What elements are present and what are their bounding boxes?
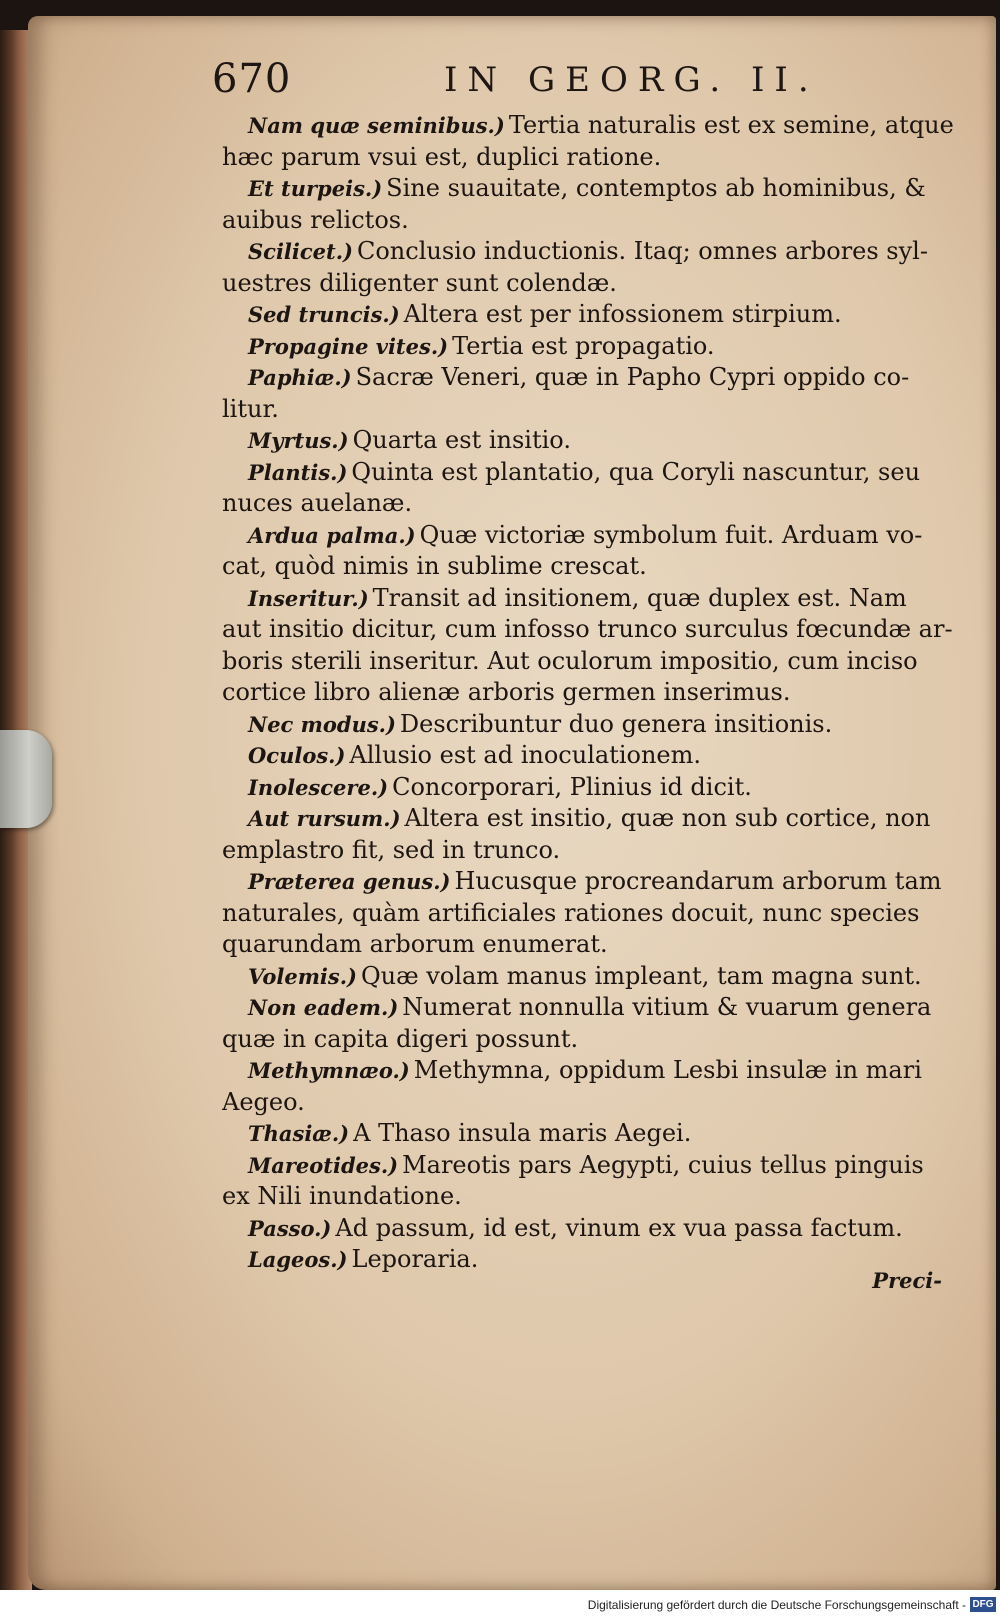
entry-line-first — [222, 866, 962, 898]
lemma: Inseritur.) — [248, 585, 369, 611]
entry-line-first — [222, 425, 962, 457]
entry-line-first — [222, 1118, 962, 1150]
entry-line-continuation — [222, 268, 962, 300]
entry-line-first — [222, 992, 962, 1024]
lemma: Mareotides.) — [248, 1152, 399, 1178]
entry-line-continuation — [222, 205, 962, 237]
entry-line-first — [222, 740, 962, 772]
entry-line-first — [222, 110, 962, 142]
lemma: Non eadem.) — [248, 995, 399, 1020]
lemma: Paphiæ.) — [248, 365, 352, 390]
entry-line-first — [222, 457, 962, 489]
gloss-text: litur. — [222, 394, 279, 423]
gloss-text: A Thaso insula maris Aegei. — [353, 1119, 692, 1147]
gloss-text: Numerat nonnulla vitium & vuarum genera — [402, 993, 932, 1021]
gloss-text: cortice libro alienæ arboris germen inserimus. — [222, 678, 791, 706]
gloss-text: Mareotis pars Aegypti, cuius tellus pinguis — [402, 1150, 924, 1179]
dfg-logo: DFG — [970, 1597, 996, 1612]
lemma: Ardua palma.) — [248, 522, 416, 548]
entry-line-first — [222, 803, 962, 835]
commentary-text — [222, 110, 962, 1276]
gloss-text: Quarta est insitio. — [352, 426, 571, 454]
gloss-text: quarundam arborum enumerat. — [222, 930, 608, 958]
gloss-text: Altera est per infossionem stirpium. — [403, 300, 842, 328]
digitization-footer — [0, 1590, 1000, 1622]
entry-line-first — [222, 236, 962, 268]
lemma: Myrtus.) — [248, 428, 349, 453]
entry-line-first — [222, 961, 962, 993]
entry-line-first — [222, 520, 962, 552]
entry-line-continuation — [222, 1087, 962, 1119]
lemma: Sed truncis.) — [248, 302, 400, 327]
gloss-text: ex Nili inundatione. — [222, 1182, 462, 1210]
gloss-text: Conclusio inductionis. Itaq; omnes arbores syl- — [356, 237, 928, 265]
entry-line-continuation — [222, 614, 962, 646]
lemma: Methymnæo.) — [248, 1058, 410, 1083]
entry-line-first — [222, 1213, 962, 1245]
entry-line-first — [222, 1244, 962, 1276]
entry-line-continuation — [222, 646, 962, 678]
gloss-text: Hucusque procreandarum arborum tam — [454, 867, 942, 895]
entry-line-first — [222, 1055, 962, 1087]
footer-credit: Digitalisierung gefördert durch die Deutsche Forschungsgemeinschaft - — [587, 1598, 966, 1612]
gloss-text: auibus relictos. — [222, 205, 409, 234]
entry-line-continuation — [222, 142, 962, 174]
entry-line-first — [222, 362, 962, 394]
entry-line-continuation — [222, 929, 962, 961]
gloss-text: Methymna, oppidum Lesbi insulæ in mari — [413, 1056, 922, 1084]
gloss-text: Describuntur duo genera insitionis. — [399, 709, 833, 738]
entry-line-first — [222, 299, 962, 331]
gloss-text: quæ in capita digeri possunt. — [222, 1024, 579, 1053]
running-head: IN GEORG. II. — [444, 60, 819, 100]
gloss-text: Aegeo. — [222, 1087, 305, 1116]
entry-line-first — [222, 709, 962, 741]
lemma: Nam quæ seminibus.) — [248, 113, 505, 138]
entry-line-continuation — [222, 898, 962, 930]
entry-line-first — [222, 331, 962, 363]
gloss-text: Tertia naturalis est ex semine, atque — [508, 111, 954, 139]
lemma: Scilicet.) — [248, 239, 353, 264]
lemma: Oculos.) — [248, 743, 346, 768]
gloss-text: Quinta est plantatio, qua Coryli nascuntur, seu — [351, 457, 921, 486]
lemma: Lageos.) — [248, 1247, 348, 1272]
entry-line-first — [222, 583, 962, 615]
gloss-text: Concorporari, Plinius id dicit. — [392, 772, 752, 801]
lemma: Thasiæ.) — [248, 1121, 350, 1146]
entry-line-continuation — [222, 488, 962, 520]
gloss-text: Transit ad insitionem, quæ duplex est. Nam — [372, 583, 907, 612]
catchword: Preci- — [872, 1268, 942, 1293]
lemma: Et turpeis.) — [248, 176, 383, 201]
entry-line-continuation — [222, 835, 962, 867]
gloss-text: Tertia est propagatio. — [452, 331, 715, 360]
lemma: Volemis.) — [248, 963, 357, 989]
lemma: Propagine vites.) — [248, 333, 449, 359]
entry-line-continuation — [222, 677, 962, 709]
lemma: Aut rursum.) — [248, 806, 401, 831]
entry-line-first — [222, 1150, 962, 1182]
gloss-text: uestres diligenter sunt colendæ. — [222, 268, 617, 297]
entry-line-first — [222, 772, 962, 804]
gloss-text: boris sterili inseritur. Aut oculorum impositio, cum inciso — [222, 646, 918, 675]
gloss-text: Quæ volam manus impleant, tam magna sunt. — [360, 961, 922, 990]
gloss-text: naturales, quàm artificiales rationes docuit, nunc species — [222, 898, 920, 927]
lemma: Plantis.) — [248, 459, 348, 485]
lemma: Nec modus.) — [248, 711, 396, 737]
gloss-text: aut insitio dicitur, cum infosso trunco surculus fœcundæ ar- — [222, 615, 953, 643]
gloss-text: Ad passum, id est, vinum ex vua passa factum. — [335, 1213, 903, 1242]
gloss-text: Altera est insitio, quæ non sub cortice, non — [404, 804, 931, 832]
gloss-text: hæc parum vsui est, duplici ratione. — [222, 142, 662, 171]
gloss-text: Allusio est ad inoculationem. — [349, 741, 701, 769]
page-clip — [0, 730, 52, 828]
entry-line-first — [222, 173, 962, 205]
gloss-text: nuces auelanæ. — [222, 489, 413, 517]
entry-line-continuation — [222, 1181, 962, 1213]
page-number: 670 — [212, 56, 292, 102]
gloss-text: Sine suauitate, contemptos ab hominibus, & — [386, 174, 926, 202]
entry-line-continuation — [222, 394, 962, 426]
gloss-text: Quæ victoriæ symbolum fuit. Arduam vo- — [419, 520, 923, 549]
entry-line-continuation — [222, 1024, 962, 1056]
lemma: Passo.) — [248, 1215, 332, 1241]
gloss-text: Sacræ Veneri, quæ in Papho Cypri oppido co- — [355, 363, 910, 391]
lemma: Præterea genus.) — [248, 869, 451, 894]
lemma: Inolescere.) — [248, 774, 389, 800]
entry-line-continuation — [222, 551, 962, 583]
gloss-text: cat, quòd nimis in sublime crescat. — [222, 552, 647, 580]
gloss-text: Leporaria. — [351, 1245, 479, 1273]
gloss-text: emplastro fit, sed in trunco. — [222, 835, 561, 864]
page-header — [212, 56, 962, 106]
